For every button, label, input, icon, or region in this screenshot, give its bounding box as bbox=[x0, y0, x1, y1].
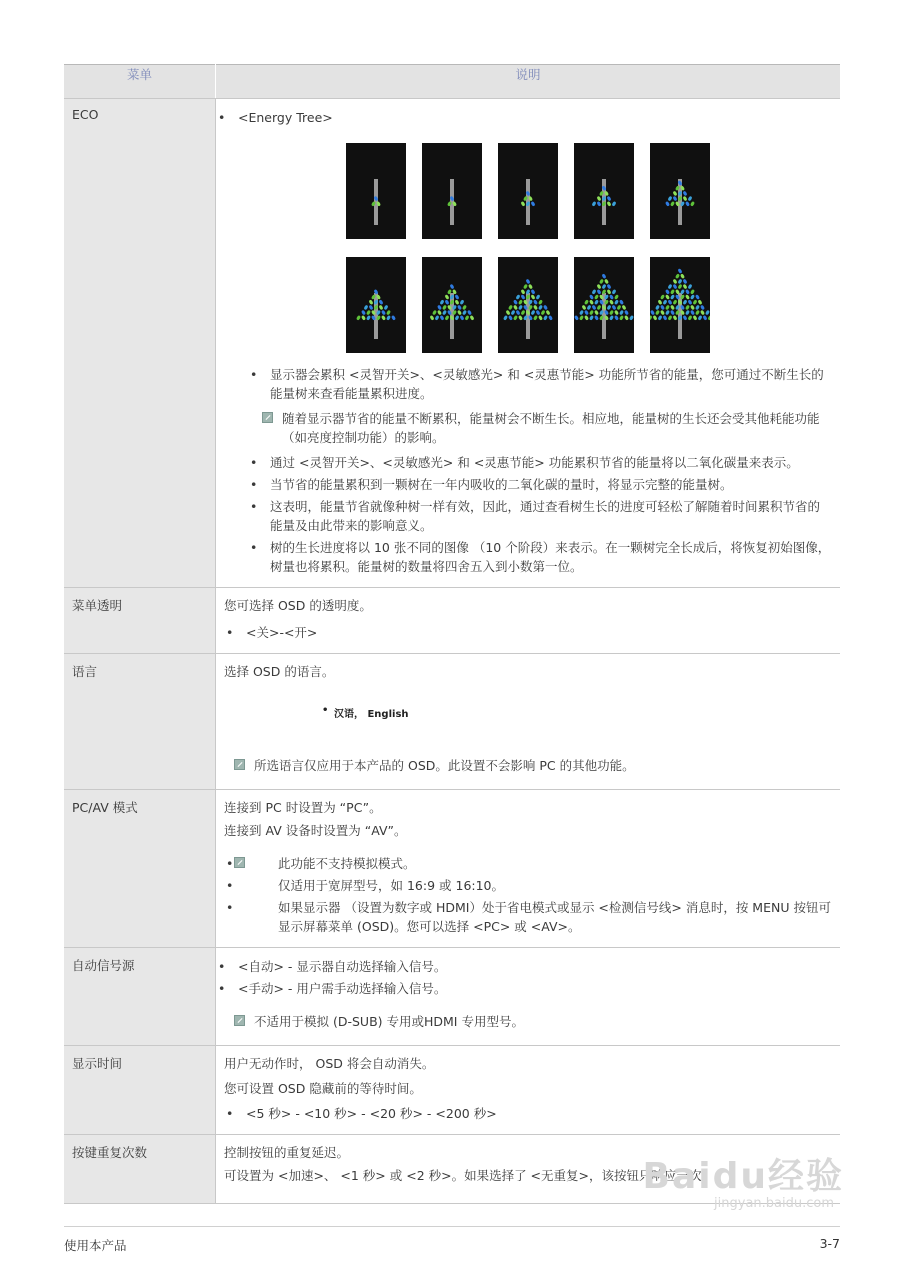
autosource-bullet-1: • <自动> - 显示器自动选择输入信号。 bbox=[216, 957, 832, 976]
footer-section-title: 使用本产品 bbox=[64, 1238, 127, 1253]
menu-label-language: 语言 bbox=[64, 654, 216, 790]
menu-label-displaytime: 显示时间 bbox=[64, 1046, 216, 1135]
energy-tree-stage bbox=[498, 257, 558, 353]
language-note bbox=[224, 756, 832, 775]
autosource-bullet-2: • <手动> - 用户需手动选择输入信号。 bbox=[216, 979, 832, 998]
eco-bullet-2: • 通过 <灵智开关>、<灵敏感光> 和 <灵惠节能> 功能累积节省的能量将以二氧化碳量来表示。 bbox=[224, 453, 832, 472]
table-row-eco bbox=[64, 99, 840, 588]
language-options: • 汉语， English bbox=[322, 705, 832, 720]
energy-tree-stages bbox=[346, 143, 832, 353]
energy-tree-stage bbox=[650, 143, 710, 239]
language-line: 选择 OSD 的语言。 bbox=[224, 664, 335, 679]
note-icon bbox=[262, 412, 273, 423]
autosource-note-text: 不适用于模拟 (D-SUB) 专用或HDMI 专用型号。 bbox=[254, 1014, 524, 1029]
pcav-line-2: 连接到 AV 设备时设置为 “AV”。 bbox=[224, 823, 407, 838]
energy-tree-stage bbox=[574, 257, 634, 353]
description-column-header: 说明 bbox=[216, 65, 841, 99]
energy-tree-stage bbox=[498, 143, 558, 239]
language-note-text: 所选语言仅应用于本产品的 OSD。此设置不会影响 PC 的其他功能。 bbox=[254, 758, 635, 773]
pcav-note-1: • 此功能不支持模拟模式。 bbox=[224, 854, 832, 873]
energy-tree-bullet: • <Energy Tree> bbox=[216, 108, 832, 127]
table-row-pcav bbox=[64, 790, 840, 948]
footer-divider bbox=[64, 1226, 840, 1227]
eco-note bbox=[252, 409, 832, 447]
pcav-notes bbox=[224, 854, 832, 936]
menu-label-pcav: PC/AV 模式 bbox=[64, 790, 216, 948]
baidu-watermark-logo: Baidu经验 bbox=[642, 1156, 844, 1197]
displaytime-line-1: 用户无动作时， OSD 将会自动消失。 bbox=[224, 1056, 435, 1071]
baidu-watermark-url: jingyan.baidu.com bbox=[714, 1196, 834, 1211]
note-icon bbox=[234, 1015, 245, 1026]
transparency-bullet: • <关>-<开> bbox=[224, 623, 832, 642]
eco-bullet-1: • 显示器会累积 <灵智开关>、<灵敏感光> 和 <灵惠节能> 功能所节省的能量，您可通过不断生长的能量树来查看能量累积进度。 bbox=[224, 365, 832, 403]
menu-label-autosource: 自动信号源 bbox=[64, 948, 216, 1046]
menu-label-keyrepeat: 按键重复次数 bbox=[64, 1135, 216, 1204]
eco-bullet-5: • 树的生长进度将以 10 张不同的图像 （10 个阶段）来表示。在一颗树完全长成后，将恢复初始图像，树量也将累积。能量树的数量将四舍五入到小数第一位。 bbox=[224, 538, 832, 576]
pcav-line-1: 连接到 PC 时设置为 “PC”。 bbox=[224, 800, 382, 815]
energy-tree-stage bbox=[346, 143, 406, 239]
menu-label-transparency: 菜单透明 bbox=[64, 588, 216, 654]
eco-bullet-3: • 当节省的能量累积到一颗树在一年内吸收的二氧化碳的量时，将显示完整的能量树。 bbox=[224, 475, 832, 494]
pcav-note-3: • 如果显示器 （设置为数字或 HDMI）处于省电模式或显示 <检测信号线> 消息时，按 MENU 按钮可显示屏幕菜单 (OSD)。您可以选择 <PC> 或 <AV>。 bbox=[224, 898, 832, 936]
autosource-note bbox=[224, 1012, 832, 1031]
energy-tree-stage bbox=[346, 257, 406, 353]
note-icon bbox=[234, 759, 245, 770]
energy-tree-stage bbox=[422, 143, 482, 239]
table-row-displaytime bbox=[64, 1046, 840, 1135]
pcav-note-2: • 仅适用于宽屏型号，如 16:9 或 16:10。 bbox=[224, 876, 832, 895]
menu-description-table bbox=[64, 64, 840, 1204]
energy-tree-stage bbox=[574, 143, 634, 239]
keyrepeat-line-1: 控制按钮的重复延迟。 bbox=[224, 1145, 350, 1160]
energy-tree-stage bbox=[422, 257, 482, 353]
energy-tree-stage bbox=[650, 257, 710, 353]
menu-label-eco: ECO bbox=[64, 99, 216, 588]
eco-bullet-4: • 这表明，能量节省就像种树一样有效，因此，通过查看树生长的进度可轻松了解随着时间累积节省的能量及由此带来的影响意义。 bbox=[224, 497, 832, 535]
transparency-line: 您可选择 OSD 的透明度。 bbox=[224, 598, 372, 613]
table-row-language bbox=[64, 654, 840, 790]
footer-page-number: 3-7 bbox=[819, 1236, 840, 1251]
table-row-autosource bbox=[64, 948, 840, 1046]
displaytime-bullet: • <5 秒> - <10 秒> - <20 秒> - <200 秒> bbox=[224, 1104, 832, 1123]
table-row-transparency bbox=[64, 588, 840, 654]
eco-note-text: 随着显示器节省的能量不断累积，能量树会不断生长。相应地，能量树的生长还会受其他耗能功能 （如亮度控制功能）的影响。 bbox=[282, 411, 820, 445]
keyrepeat-line-2: 可设置为 <加速>、 <1 秒> 或 <2 秒>。如果选择了 <无重复>，该按钮只响应一次。 bbox=[224, 1168, 715, 1183]
menu-column-header: 菜单 bbox=[64, 65, 216, 99]
displaytime-line-2: 您可设置 OSD 隐藏前的等待时间。 bbox=[224, 1081, 422, 1096]
